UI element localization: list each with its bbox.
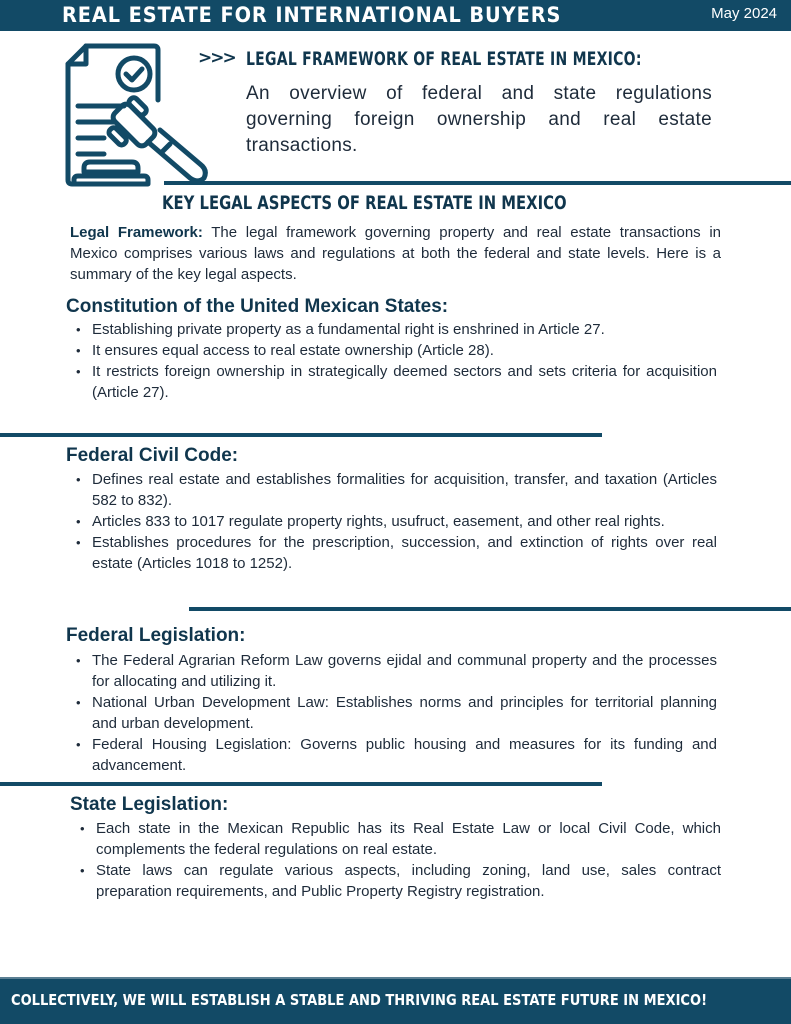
civil-code-list xyxy=(66,469,717,574)
constitution-list xyxy=(66,319,717,403)
section-heading-federal-legislation: Federal Legislation: xyxy=(66,625,246,646)
section-heading-civil-code: Federal Civil Code: xyxy=(66,445,239,466)
list-item: • It ensures equal access to real estate ownership (Article 28). xyxy=(66,340,717,361)
hero-heading: LEGAL FRAMEWORK OF REAL ESTATE IN MEXICO: xyxy=(246,48,642,70)
divider-top xyxy=(164,181,791,185)
list-item: • The Federal Agrarian Reform Law governs ejidal and communal property and the processes for allocating and utilizing it. xyxy=(66,650,717,692)
section-heading-constitution: Constitution of the United Mexican States: xyxy=(66,296,449,317)
footer-message: COLLECTIVELY, WE WILL ESTABLISH A STABLE AND THRIVING REAL ESTATE FUTURE IN MEXICO! xyxy=(11,991,708,1009)
divider xyxy=(0,433,602,437)
section-title: KEY LEGAL ASPECTS OF REAL ESTATE IN MEXICO xyxy=(162,192,567,214)
list-item: • Articles 833 to 1017 regulate property rights, usufruct, easement, and other real rights. xyxy=(66,511,717,532)
list-item: • State laws can regulate various aspects, including zoning, land use, sales contract preparation requirements, and Public Property Registry registration. xyxy=(70,860,721,902)
intro-paragraph xyxy=(70,222,721,285)
federal-legislation-list xyxy=(66,650,717,776)
divider xyxy=(189,607,791,611)
list-item: • Establishes procedures for the prescription, succession, and extinction of rights over real estate (Articles 1018 to 1252). xyxy=(66,532,717,574)
state-legislation-list xyxy=(70,818,721,902)
header-bar xyxy=(0,0,791,31)
section-heading-state-legislation: State Legislation: xyxy=(70,794,229,815)
newsletter-title: REAL ESTATE FOR INTERNATIONAL BUYERS xyxy=(62,3,562,27)
list-item: • Each state in the Mexican Republic has its Real Estate Law or local Civil Code, which complements the federal regulations on real estate. xyxy=(70,818,721,860)
divider xyxy=(0,782,602,786)
intro-text: The legal framework governing property and real estate transactions in Mexico comprises various laws and regulations at both the federal and state levels. Here is a summary of the key legal aspects. xyxy=(70,224,721,283)
issue-date: May 2024 xyxy=(711,5,777,22)
list-item: • Defines real estate and establishes formalities for acquisition, transfer, and taxation (Articles 582 to 832). xyxy=(66,469,717,511)
list-item: • Establishing private property as a fundamental right is enshrined in Article 27. xyxy=(66,319,717,340)
legal-document-gavel-icon xyxy=(62,42,214,187)
chevrons-right-icon: >>> xyxy=(198,48,235,68)
list-item: • National Urban Development Law: Establishes norms and principles for territorial planning and urban development. xyxy=(66,692,717,734)
footer-banner xyxy=(0,977,791,1024)
list-item: • Federal Housing Legislation: Governs public housing and measures for its funding and advancement. xyxy=(66,734,717,776)
hero-description: An overview of federal and state regulations governing foreign ownership and real estate transactions. xyxy=(246,83,712,156)
intro-label: Legal Framework: xyxy=(70,224,203,241)
list-item: • It restricts foreign ownership in strategically deemed sectors and sets criteria for acquisition (Article 27). xyxy=(66,361,717,403)
